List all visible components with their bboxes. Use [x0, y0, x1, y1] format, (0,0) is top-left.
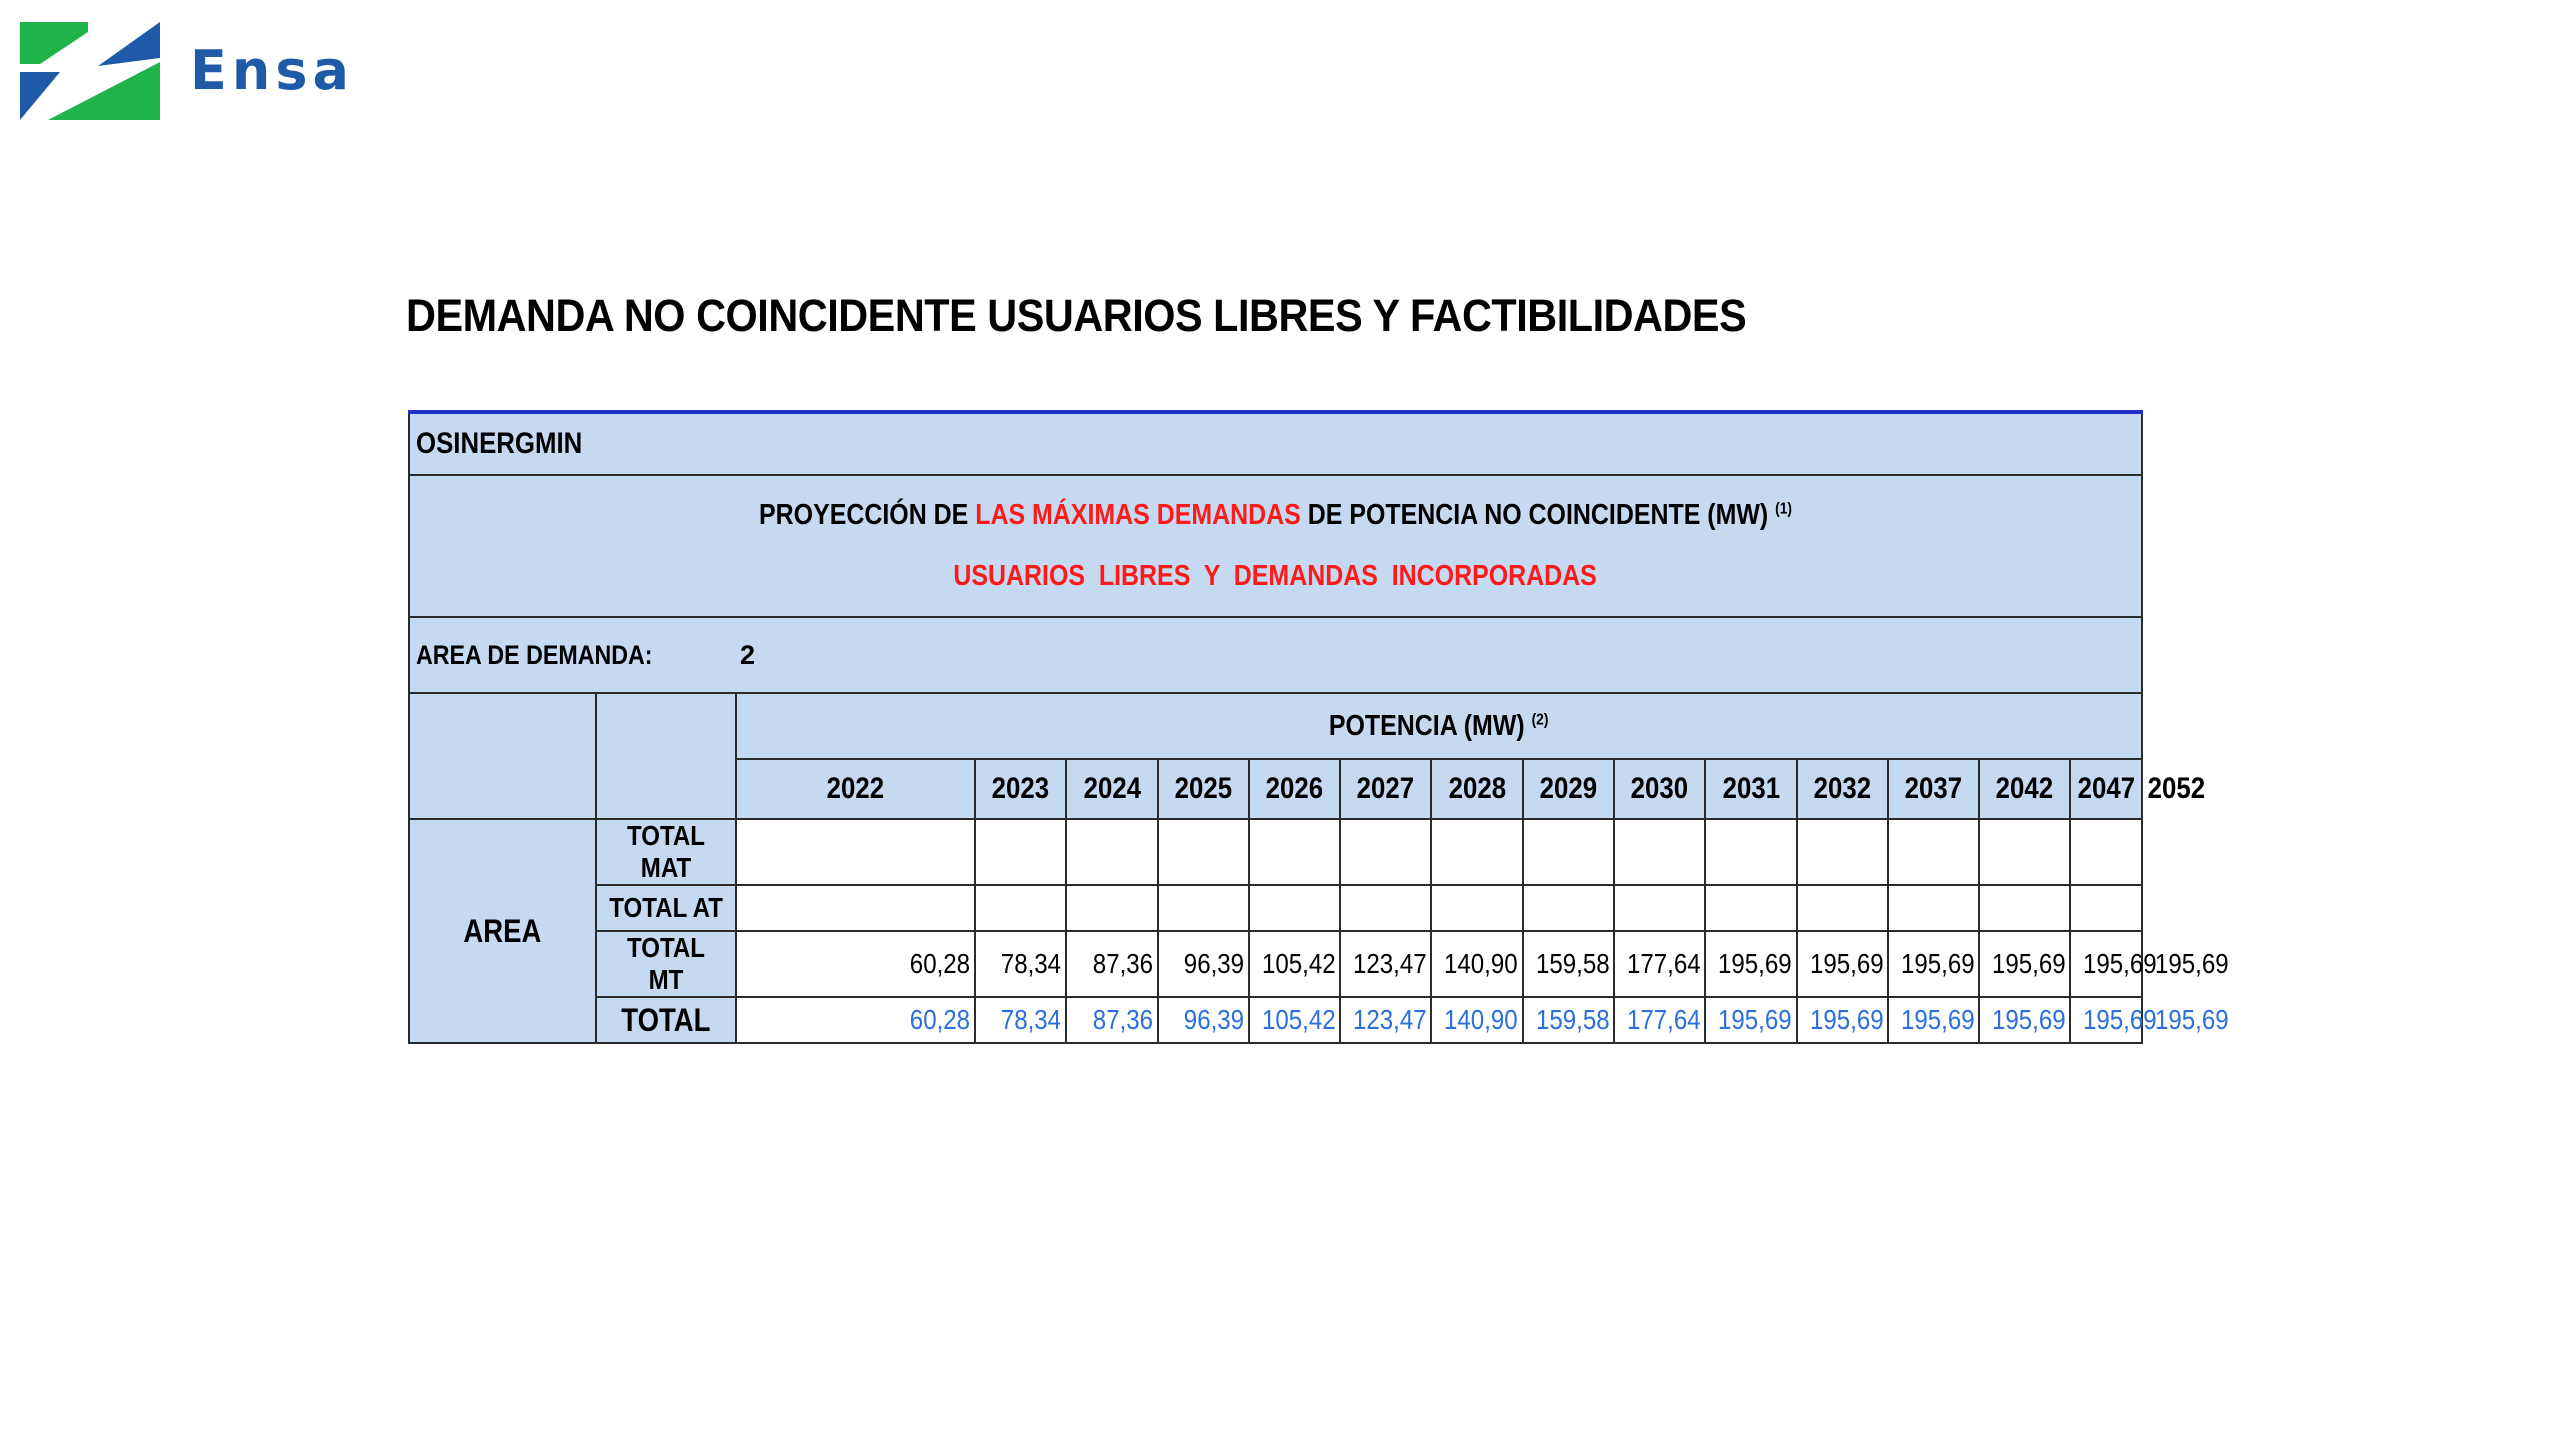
- area-label: AREA DE DEMANDA:: [416, 639, 653, 670]
- row-label: TOTAL MAT: [596, 819, 736, 885]
- table-cell: [736, 885, 975, 931]
- table-cell: 177,64: [1614, 997, 1705, 1043]
- demand-table: OSINERGMIN PROYECCIÓN DE LAS MÁXIMAS DEMANDAS DE POTENCIA NO COINCIDENTE (MW) $^{(1)}$ USUARIOS LIBRES Y DEMANDAS INCORPORADAS AREA DE DEMANDA: 2 POTENCIA (MW) $^{(2)}$ 2022 2023 2024 2025 2026 2027 2028 2029 2030 2031 2032 2037 2042 2047 2052 AREA TOTAL MAT TOTAL AT TOTAL MT 60,28 78,34 87,36 96,39 105,42 123,47 140,90 159,58 177,64 195,69 195,69 195,69 195,69 195,69 195,69 TOTAL 60,28 78,34 87,36 96,39 105,42 123,47 140,90 159,58 177,64 195,69 195,69 195,69 195,69 195,69 195,69: [408, 410, 2143, 1044]
- table-cell: [736, 819, 975, 885]
- table-cell: 195,69: [2070, 997, 2142, 1043]
- year-header: 2029: [1523, 759, 1614, 819]
- table-cell: 159,58: [1523, 931, 1614, 997]
- year-header: 2047: [2070, 759, 2142, 819]
- table-cell: 87,36: [1066, 931, 1158, 997]
- table-cell: [1066, 885, 1158, 931]
- table-cell: 123,47: [1340, 931, 1431, 997]
- table-cell: [1340, 885, 1431, 931]
- table-cell: [1797, 885, 1888, 931]
- table-cell: 140,90: [1431, 931, 1523, 997]
- row-label: TOTAL MT: [596, 931, 736, 997]
- table-cell: 140,90: [1431, 997, 1523, 1043]
- table-cell: [1066, 819, 1158, 885]
- table-cell: [1979, 819, 2070, 885]
- table-cell: 159,58: [1523, 997, 1614, 1043]
- table-cell: [1797, 819, 1888, 885]
- heading-highlight: LAS MÁXIMAS DEMANDAS: [975, 499, 1301, 531]
- company-logo: [18, 20, 354, 120]
- logo-text: Ensa: [190, 38, 354, 102]
- area-row: [409, 617, 2142, 693]
- year-header: 2028: [1431, 759, 1523, 819]
- page-title: DEMANDA NO COINCIDENTE USUARIOS LIBRES Y FACTIBILIDADES: [406, 290, 1747, 341]
- year-header: 2025: [1158, 759, 1249, 819]
- table-cell: [1249, 819, 1340, 885]
- potencia-header: POTENCIA (MW) $^{(2)}$: [736, 693, 2142, 759]
- year-header: 2031: [1705, 759, 1797, 819]
- year-header: 2023: [975, 759, 1066, 819]
- year-header: 2030: [1614, 759, 1705, 819]
- blank-header-cell: [409, 693, 596, 819]
- blank-header-cell: [596, 693, 736, 819]
- table-cell: 195,69: [2070, 931, 2142, 997]
- table-cell: [975, 819, 1066, 885]
- area-group-label: AREA: [409, 819, 596, 1043]
- year-header: 2037: [1888, 759, 1979, 819]
- row-label: TOTAL AT: [596, 885, 736, 931]
- heading-subtitle: USUARIOS LIBRES Y DEMANDAS INCORPORADAS: [953, 560, 1598, 592]
- table-cell: 96,39: [1158, 997, 1249, 1043]
- table-cell: 195,69: [1797, 997, 1888, 1043]
- table-cell: [1431, 819, 1523, 885]
- table-cell: [1614, 819, 1705, 885]
- table-cell: [975, 885, 1066, 931]
- table-cell: 195,69: [1797, 931, 1888, 997]
- table-cell: 96,39: [1158, 931, 1249, 997]
- year-header: 2027: [1340, 759, 1431, 819]
- table-cell: [1523, 885, 1614, 931]
- table-cell: [1249, 885, 1340, 931]
- table-cell: [1614, 885, 1705, 931]
- table-cell: [1888, 819, 1979, 885]
- table-cell: 78,34: [975, 997, 1066, 1043]
- table-cell: 195,69: [1705, 931, 1797, 997]
- table-cell: 78,34: [975, 931, 1066, 997]
- table-cell: 60,28: [736, 931, 975, 997]
- area-value: 2: [740, 639, 756, 670]
- table-cell: [1340, 819, 1431, 885]
- row-label: TOTAL: [596, 997, 736, 1043]
- year-header: 2042: [1979, 759, 2070, 819]
- year-header: 2026: [1249, 759, 1340, 819]
- table-cell: [1158, 819, 1249, 885]
- year-header: 2022: [736, 759, 975, 819]
- table-cell: [2070, 819, 2142, 885]
- table-heading: PROYECCIÓN DE LAS MÁXIMAS DEMANDAS DE POTENCIA NO COINCIDENTE (MW) $^{(1)}$ USUARIOS LIBRES Y DEMANDAS INCORPORADAS: [409, 475, 2142, 617]
- org-header: OSINERGMIN: [409, 412, 2142, 475]
- table-cell: 195,69: [1979, 931, 2070, 997]
- ensa-logo-icon: [18, 20, 160, 120]
- year-header: 2032: [1797, 759, 1888, 819]
- table-cell: 105,42: [1249, 931, 1340, 997]
- table-cell: 195,69: [1888, 931, 1979, 997]
- table-cell: 87,36: [1066, 997, 1158, 1043]
- table-cell: [1523, 819, 1614, 885]
- table-cell: 195,69: [1888, 997, 1979, 1043]
- table-cell: [1158, 885, 1249, 931]
- table-cell: [2070, 885, 2142, 931]
- table-cell: 60,28: [736, 997, 975, 1043]
- table-cell: [1888, 885, 1979, 931]
- year-header: 2024: [1066, 759, 1158, 819]
- table-cell: 195,69: [1705, 997, 1797, 1043]
- table-cell: 105,42: [1249, 997, 1340, 1043]
- table-cell: 195,69: [1979, 997, 2070, 1043]
- table-cell: [1431, 885, 1523, 931]
- table-cell: 123,47: [1340, 997, 1431, 1043]
- table-cell: [1705, 885, 1797, 931]
- table-cell: 177,64: [1614, 931, 1705, 997]
- table-cell: [1979, 885, 2070, 931]
- table-cell: [1705, 819, 1797, 885]
